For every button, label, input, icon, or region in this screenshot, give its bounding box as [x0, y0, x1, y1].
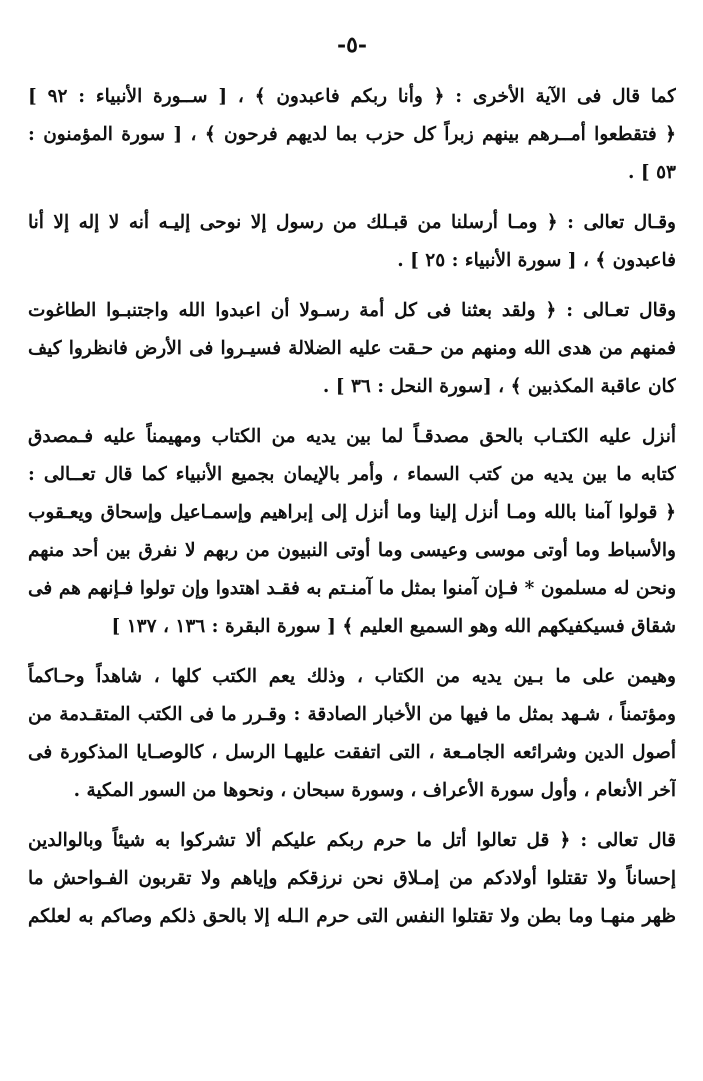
paragraph-5	[28, 658, 676, 810]
text-line: ومؤتمناً ، شـهد بمثل ما فيها من الأخبار الصادقة : وقـرر ما فى الكتب المتقـدمة من	[28, 704, 676, 725]
text-line: وقـال تعالى : ﴿ ومـا أرسلنا من قبـلك من رسول إلا نوحى إليـه أنه لا إله إلا أنا	[28, 212, 676, 233]
paragraph-6	[28, 822, 676, 936]
text-line: إحساناً ولا تقتلوا أولادكم من إمـلاق نحن نرزقكم وإياهم ولا تقربون الفـواحش ما	[28, 868, 676, 889]
text-line: كما قال فى الآية الأخرى : ﴿ وأنا ربكم فاعبدون ﴾ ، [ ســورة الأنبياء : ٩٢ ]	[28, 86, 676, 107]
text-line: وقال تعـالى : ﴿ ولقد بعثنا فى كل أمة رسـولا أن اعبدوا الله واجتنبـوا الطاغوت	[28, 300, 676, 321]
text-line: وهيمن على ما بـين يديه من الكتاب ، وذلك يعم الكتب كلها ، شاهداً وحـاكماً	[28, 666, 676, 687]
text-line: ٥٣ ] .	[628, 162, 676, 183]
paragraph-2	[28, 204, 676, 280]
text-line: ونحن له مسلمون * فـإن آمنوا بمثل ما آمنـتم به فقـد اهتدوا وإن تولوا فـإنهم هم فى	[28, 578, 676, 599]
paragraph-1	[28, 78, 676, 192]
text-line: ﴿ فتقطعوا أمــرهم بينهم زبراً كل حزب بما لديهم فرحون ﴾ ، [ سورة المؤمنون :	[28, 124, 676, 145]
text-line: فمنهم من هدى الله ومنهم من حـقت عليه الضلالة فسيـروا فى الأرض فانظروا كيف	[28, 338, 676, 359]
paragraph-3	[28, 292, 676, 406]
text-line: أنزل عليه الكتـاب بالحق مصدقـاً لما بين يديه من الكتاب ومهيمناً عليه فـمصدق	[28, 426, 676, 447]
paragraph-4	[28, 418, 676, 646]
text-line: قال تعالى : ﴿ قل تعالوا أتل ما حرم ربكم عليكم ألا تشركوا به شيئاً وبالوالدين	[28, 830, 676, 851]
text-line: والأسباط وما أوتى موسى وعيسى وما أوتى النبيون من ربهم لا نفرق بين أحد منهم	[28, 540, 676, 561]
text-line: كان عاقبة المكذبين ﴾ ، [سورة النحل : ٣٦ ] .	[322, 376, 676, 397]
text-line: ﴿ قولوا آمنا بالله ومـا أنزل إلينا وما أنزل إلى إبراهيم وإسمـاعيل وإسحاق ويعـقوب	[28, 502, 676, 523]
document-page	[28, 30, 676, 948]
text-line: كتابه ما بين يديه من كتب السماء ، وأمر بالإيمان بجميع الأنبياء كما قال تعــالى :	[28, 464, 676, 485]
text-line: آخر الأنعام ، وأول سورة الأعراف ، وسورة سبحان ، ونحوها من السور المكية .	[73, 780, 676, 801]
text-line: شقاق فسيكفيكهم الله وهو السميع العليم ﴾ [ سورة البقرة : ١٣٦ ، ١٣٧ ]	[111, 616, 676, 637]
text-line: ظهر منهـا وما بطن ولا تقتلوا النفس التى حرم الـله إلا بالحق ذلكم وصاكم به لعلكم	[28, 906, 676, 927]
page-number: -٥-	[336, 32, 368, 58]
text-line: أصول الدين وشرائعه الجامـعة ، التى اتفقت عليهـا الرسل ، كالوصـايا المذكورة فى	[28, 742, 676, 763]
text-line: فاعبدون ﴾ ، [ سورة الأنبياء : ٢٥ ] .	[397, 250, 676, 271]
